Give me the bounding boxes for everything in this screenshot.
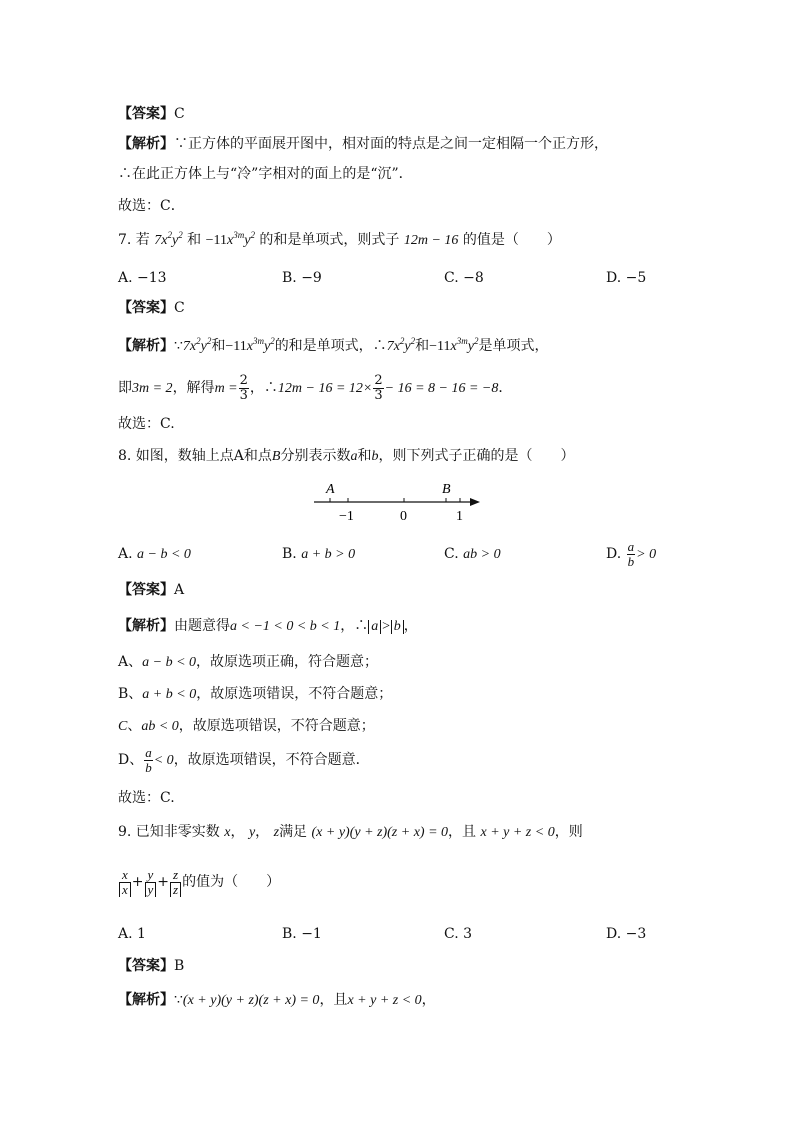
label-one: 1 (456, 509, 463, 524)
conclusion-text: 故选：C． (118, 198, 185, 214)
q6-conclusion (118, 196, 185, 216)
label-b: B (442, 482, 451, 497)
q8-item-b: B、a + b < 0，故原选项错误，不符合题意； (118, 686, 393, 702)
answer-value: C (174, 106, 185, 122)
q7-option-a: A. −13 (118, 270, 167, 286)
q9-option-d: D. −3 (606, 926, 647, 942)
answer-label: 【答案】 (118, 300, 174, 316)
answer-label: 【答案】 (118, 106, 174, 122)
q7-analysis-line1: 【解析】$\because 7x^2y^2$和$-11x^{3m}y^2$的和是单项式，$\therefore 7x^2y^2$和$-11x^{3m}y^2$是单项式， (118, 336, 549, 354)
number-line-figure (310, 478, 490, 524)
label-minus1: −1 (339, 509, 354, 524)
q8-answer: 【答案】A (118, 582, 185, 598)
q7-stem (118, 230, 561, 251)
question-number: 7. 若 (118, 232, 150, 248)
connector-text: 和 (187, 232, 202, 248)
q9-stem-line1: 9. 已知非零实数 x， y， z满足 (x + y)(y + z)(z + x) = 0，且 x + y + z < 0，则 (118, 824, 583, 840)
q7-term2: $-11x^{3m}y^2$ (205, 230, 255, 248)
q8-item-c: C、ab < 0，故原选项错误，不符合题意； (118, 718, 375, 734)
stem-text: 的和是单项式，则式子 (259, 232, 400, 248)
q9-analysis-line1: 【解析】∵(x + y)(y + z)(z + x) = 0，且x + y + z < 0， (118, 992, 436, 1008)
label-zero: 0 (400, 509, 407, 524)
analysis-text: ∵正方体的平面展开图中，相对面的特点是之间一定相隔一个正方形， (174, 136, 608, 152)
answer-value: C (174, 300, 185, 316)
analysis-label: 【解析】 (118, 338, 174, 354)
q6-analysis-line1 (118, 134, 608, 154)
q6-answer (118, 104, 185, 124)
number-line (310, 478, 490, 524)
q8-option-c: C. ab > 0 (444, 546, 501, 562)
q8-option-a: A. a − b < 0 (118, 546, 191, 562)
q9-option-a: A. 1 (118, 926, 146, 942)
q8-option-d: D. $\frac{a}{b}$ > 0 (606, 538, 657, 569)
analysis-text: ∴在此正方体上与“冷”字相对的面上的是“沉”． (118, 166, 413, 182)
fraction-y: $\frac{y}{y}$ (145, 868, 157, 897)
q7-expr: 12m − 16 (403, 233, 459, 248)
q7-option-c: C. −8 (444, 270, 484, 286)
arrow-head-icon (470, 498, 480, 506)
q8-stem: 8. 如图，数轴上点A和点B分别表示数a和b，则下列式子正确的是（ ） (118, 448, 575, 464)
analysis-label: 【解析】 (118, 136, 174, 152)
q7-term1: $7x^2y^2$ (154, 230, 183, 248)
q7-conclusion: 故选：C. (118, 416, 175, 432)
q7-analysis-line2: 即3m = 2，解得m = $\frac{2}{3}$ ，∴12m − 16 = 12× $\frac{2}{3}$ − 16 = 8 − 16 = −8． (118, 372, 513, 403)
q9-stem-line2: $\frac{x}{x}$ + $\frac{y}{y}$ + $\frac{z}{z}$ 的值为（ ） (118, 864, 280, 900)
q7-option-d: D. −5 (606, 270, 647, 286)
label-a: A (326, 482, 335, 497)
q8-item-a: A、a − b < 0，故原选项正确，符合题意； (118, 654, 379, 670)
fraction-two-thirds: $\frac{2}{3}$ (374, 372, 383, 403)
q9-answer: 【答案】B (118, 958, 185, 974)
q8-option-b: B. a + b > 0 (282, 546, 356, 562)
fraction-z: $\frac{z}{z}$ (170, 868, 181, 897)
q7-answer (118, 298, 185, 318)
q6-analysis-line2 (118, 164, 413, 184)
q8-analysis-line1: 【解析】由题意得a < −1 < 0 < b < 1，∴ a > b ， (118, 618, 418, 634)
q9-option-c: C. 3 (444, 926, 473, 942)
q7-option-b: B. −9 (282, 270, 322, 286)
q8-conclusion: 故选：C. (118, 790, 175, 806)
fraction-x: $\frac{x}{x}$ (119, 868, 131, 897)
q9-option-b: B. −1 (282, 926, 322, 942)
stem-text: 的值是（ ） (462, 232, 561, 248)
q8-item-d: D、 $\frac{a}{b}$ < 0，故原选项错误，不符合题意． (118, 744, 370, 775)
fraction-two-thirds: $\frac{2}{3}$ (239, 372, 248, 403)
